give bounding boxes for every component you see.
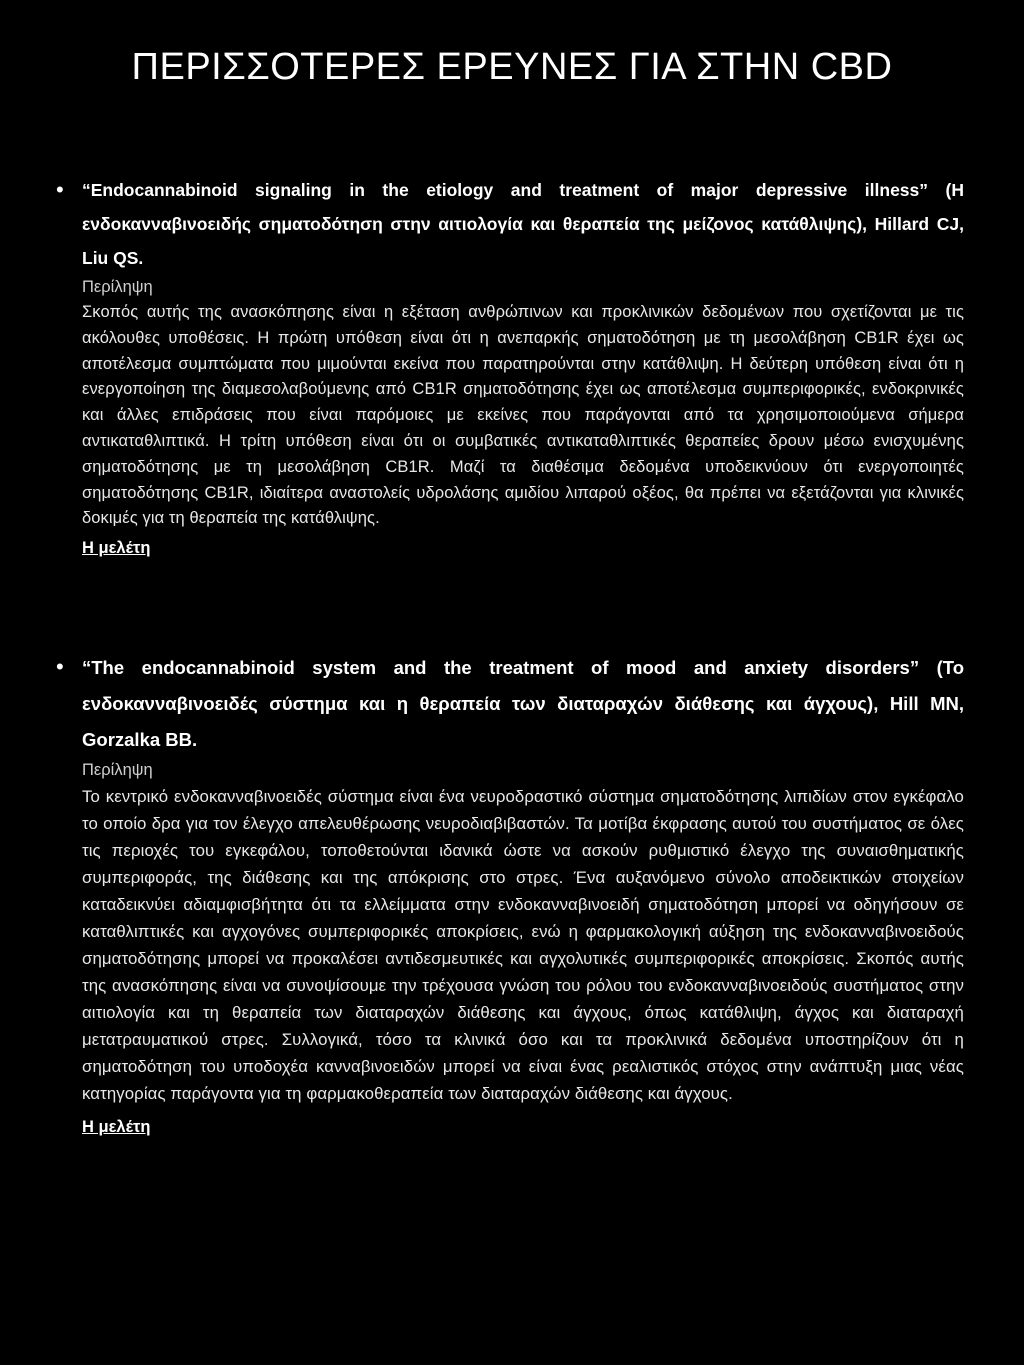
page-title: ΠΕΡΙΣΣΟΤΕΡΕΣ ΕΡΕΥΝΕΣ ΓΙΑ ΣΤΗΝ CBD bbox=[131, 46, 893, 88]
study-heading: “The endocannabinoid system and the treatment of mood and anxiety disorders” (Το ενδοκανναβινοειδές σύστημα και η θεραπεία των διαταραχών διάθεσης και άγχους), Hill MN, Gorzalka BB. bbox=[82, 657, 964, 750]
summary-label: Περίληψη bbox=[82, 761, 153, 779]
bullet-icon: • bbox=[56, 654, 64, 679]
study-heading: “Endocannabinoid signaling in the etiology and treatment of major depressive illness” (Η ενδοκανναβινοειδής σηματοδότηση στην αιτιολογία και θεραπεία της μείζονος κατάθλιψης), Hillard CJ, Liu QS. bbox=[82, 180, 964, 268]
study-link[interactable]: Η μελέτη bbox=[82, 1118, 151, 1136]
summary-text: Σκοπός αυτής της ανασκόπησης είναι η εξέταση ανθρώπινων και προκλινικών δεδομένων που σχετίζονται με τις ακόλουθες υποθέσεις. Η πρώτη υπόθεση είναι ότι η ανεπαρκής σηματοδότηση με τη μεσολάβηση CB1R έχει ως αποτέλεσμα συμπτώματα που μιμούνται εκείνα που παρατηρούνται στην κατάθλιψη. Η δεύτερη υπόθεση είναι ότι η ενεργοποίηση της διαμεσολαβούμενης από CB1R σηματοδότησης έχει ως αποτέλεσμα συμπεριφορικές, ενδοκρινικές και άλλες επιδράσεις που είναι παρόμοιες με εκείνες που παράγονται από τα χρησιμοποιούμενα σήμερα αντικαταθλιπτικά. Η τρίτη υπόθεση είναι ότι οι συμβατικές αντικαταθλιπτικές θεραπείες δρουν μέσω ενισχυμένης σηματοδότησης με τη μεσολάβηση CB1R. Μαζί τα διαθέσιμα δεδομένα υποδεικνύουν ότι ενεργοποιητές σηματοδότησης CB1R, ιδιαίτερα αναστολείς υδρολάσης αμιδίου λιπαρού οξέος, θα πρέπει να εξετάζονται για κλινικές δοκιμές για τη θεραπεία της κατάθλιψης. bbox=[82, 303, 964, 528]
summary-label: Περίληψη bbox=[82, 278, 153, 296]
bullet-icon: • bbox=[56, 177, 64, 202]
summary-text: Το κεντρικό ενδοκανναβινοειδές σύστημα είναι ένα νευροδραστικό σύστημα σηματοδότησης λιπιδίων στον εγκέφαλο το οποίο δρα για τον έλεγχο απελευθέρωσης νευροδιαβιβαστών. Τα μοτίβα έκφρασης αυτού του συστήματος σε όλες τις περιοχές του εγκεφάλου, τοποθετούνται ιδανικά ώστε να ασκούν ρυθμιστικό έλεγχο της συναισθηματικής συμπεριφοράς, της διάθεσης και της απόκρισης στο στρες. Ένα αυξανόμενο σύνολο αποδεικτικών στοιχείων καταδεικνύει αδιαμφισβήτητα ότι τα ελλείμματα στην ενδοκανναβινοειδή σηματοδότηση μπορεί να οδηγήσουν σε καταθλιπτικές και αγχογόνες συμπεριφορικές αποκρίσεις, ενώ η φαρμακολογική αύξηση της ενδοκανναβινοειδούς σηματοδότησης μπορεί να προκαλέσει αντιδεσμευτικές και αγχολυτικές συμπεριφορικές αποκρίσεις. Σκοπός αυτής της ανασκόπησης είναι να συνοψίσουμε την τρέχουσα γνώση του ρόλου του ενδοκανναβινοειδούς συστήματος στην αιτιολογία και τη θεραπεία των διαταραχών διάθεσης και άγχους, όπως κατάθλιψη, άγχος και διαταραχή μετατραυματικού στρες. Συλλογικά, τόσο τα κλινικά όσο και τα προκλινικά δεδομένα υποστηρίζουν ότι η σηματοδότηση του υποδοχέα κανναβινοειδών μπορεί να είναι ένας ρεαλιστικός στόχος στην ανάπτυξη μιας νέας κατηγορίας παράγοντα για τη φαρμακοθεραπεία των διαταραχών διάθεσης και άγχους. bbox=[82, 787, 964, 1103]
study-item bbox=[56, 173, 964, 562]
study-item bbox=[56, 650, 964, 1141]
study-link[interactable]: Η μελέτη bbox=[82, 539, 151, 558]
